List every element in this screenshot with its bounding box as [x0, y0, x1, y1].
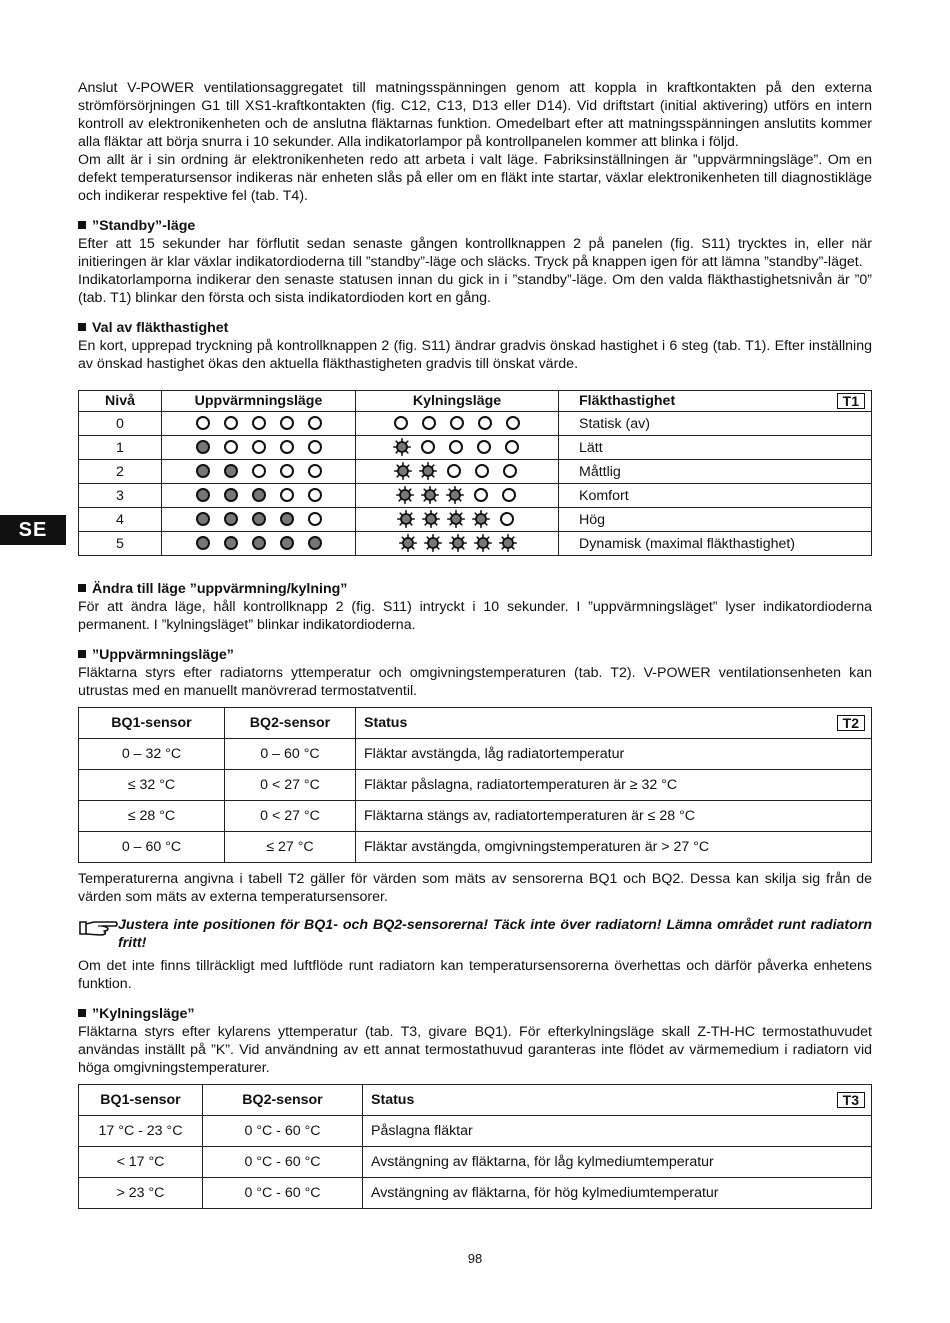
- led-on-icon: [196, 488, 210, 502]
- bullet-square-icon: [78, 221, 86, 229]
- led-off-icon: [475, 464, 489, 478]
- t1-level-cell: 2: [79, 460, 162, 484]
- t3-header-status: Status T3: [363, 1085, 872, 1116]
- t2-cell: 0 – 32 °C: [79, 739, 225, 770]
- standby-heading: ”Standby”-läge: [78, 217, 872, 235]
- t2-header-bq1: BQ1-sensor: [79, 708, 225, 739]
- led-blinking-icon: [394, 462, 412, 480]
- t3-header-bq2: BQ2-sensor: [203, 1085, 363, 1116]
- led-off-icon: [224, 416, 238, 430]
- table-tag: T3: [837, 1092, 865, 1108]
- t2-header-bq2: BQ2-sensor: [225, 708, 356, 739]
- table-row: [79, 412, 872, 436]
- led-off-icon: [478, 416, 492, 430]
- t1-speed-cell: Måttlig: [559, 460, 872, 484]
- heating-heading: ”Uppvärmningsläge”: [78, 646, 872, 664]
- table-tag: T2: [837, 715, 865, 731]
- led-blinking-icon: [424, 534, 442, 552]
- led-on-icon: [196, 536, 210, 550]
- led-off-icon: [308, 416, 322, 430]
- led-on-icon: [280, 512, 294, 526]
- table-row: [79, 739, 872, 770]
- t1-heating-indicators: [162, 436, 356, 460]
- t3-cell: < 17 °C: [79, 1147, 203, 1178]
- table-row: [79, 460, 872, 484]
- led-on-icon: [252, 512, 266, 526]
- t1-heating-indicators: [162, 484, 356, 508]
- led-off-icon: [280, 440, 294, 454]
- t1-level-cell: 1: [79, 436, 162, 460]
- table-tag: T1: [837, 393, 865, 409]
- led-off-icon: [505, 440, 519, 454]
- table-row: [79, 508, 872, 532]
- led-off-icon: [506, 416, 520, 430]
- heating-paragraph: Fläktarna styrs efter radiatorns yttemperatur och omgivningstemperaturen (tab. T2). V-POWER ventilationsenheten kan utrustas med en manuellt manövrerad termostatventil.: [78, 665, 872, 699]
- t3-cell: 17 °C - 23 °C: [79, 1116, 203, 1147]
- t3-cell: Påslagna fläktar: [363, 1116, 872, 1147]
- led-off-icon: [477, 440, 491, 454]
- led-off-icon: [500, 512, 514, 526]
- led-off-icon: [252, 440, 266, 454]
- led-blinking-icon: [422, 510, 440, 528]
- change-mode-heading: Ändra till läge ”uppvärmning/kylning”: [78, 580, 872, 598]
- t3-cell: Avstängning av fläktarna, för hög kylmediumtemperatur: [363, 1178, 872, 1209]
- led-blinking-icon: [472, 510, 490, 528]
- t1-header-speed: Fläkthastighet T1: [559, 391, 872, 412]
- led-off-icon: [503, 464, 517, 478]
- led-blinking-icon: [474, 534, 492, 552]
- t2-cell: Fläktarna stängs av, radiatortemperaturen är ≤ 28 °C: [356, 801, 872, 832]
- led-off-icon: [421, 440, 435, 454]
- t1-speed-cell: Hög: [559, 508, 872, 532]
- table-t3: [78, 1084, 872, 1209]
- led-on-icon: [224, 464, 238, 478]
- t2-cell: Fläktar avstängda, låg radiatortemperatur: [356, 739, 872, 770]
- led-off-icon: [308, 464, 322, 478]
- led-blinking-icon: [399, 534, 417, 552]
- led-on-icon: [252, 536, 266, 550]
- table-row: [79, 770, 872, 801]
- led-blinking-icon: [421, 486, 439, 504]
- led-off-icon: [280, 416, 294, 430]
- table-row: [79, 436, 872, 460]
- warning-follow-up: Om det inte finns tillräckligt med luftflöde runt radiatorn kan temperatursensorerna överhettas och därför påverka enhetens funktion.: [78, 958, 872, 992]
- led-off-icon: [394, 416, 408, 430]
- warning-text: Justera inte positionen för BQ1- och BQ2-sensorerna! Täck inte över radiatorn! Lämna området runt radiatorn fritt!: [118, 917, 872, 951]
- led-off-icon: [447, 464, 461, 478]
- led-on-icon: [224, 512, 238, 526]
- t1-cooling-indicators: [356, 532, 559, 556]
- table-row: [79, 484, 872, 508]
- led-off-icon: [196, 416, 210, 430]
- t2-cell: ≤ 32 °C: [79, 770, 225, 801]
- led-off-icon: [449, 440, 463, 454]
- led-on-icon: [196, 512, 210, 526]
- led-off-icon: [224, 440, 238, 454]
- t1-speed-cell: Dynamisk (maximal fläkthastighet): [559, 532, 872, 556]
- led-off-icon: [252, 416, 266, 430]
- table-t1: [78, 390, 872, 556]
- t1-header-level: Nivå: [79, 391, 162, 412]
- t1-heating-indicators: [162, 532, 356, 556]
- intro-paragraph-1: Anslut V-POWER ventilationsaggregatet till matningsspänningen genom att koppla in kraftkontakten på den externa strömförsörjningen G1 till XS1-kraftkontakten (fig. C12, C13, D13 eller D14). Vid driftstart (initial aktivering) utförs en intern kontroll av elektronikenheten och de anslutna fläktarnas funktion. Omedelbart efter att matningsspänningen anslutits kommer alla fläktar att börja snurra i 10 sekunder. Alla indikatorlampor på kontrollpanelen kommer att blinka i följd.: [78, 80, 872, 150]
- table-row: [79, 1116, 872, 1147]
- table-row: [79, 1178, 872, 1209]
- t2-cell: 0 < 27 °C: [225, 770, 356, 801]
- bullet-square-icon: [78, 650, 86, 658]
- t1-speed-cell: Lätt: [559, 436, 872, 460]
- cooling-paragraph: Fläktarna styrs efter kylarens yttemperatur (tab. T3, givare BQ1). För efterkylningsläge skall Z-TH-HC termostathuvudet användas inställt på ”K”. Vid användning av ett annat termostathuvud garanteras inte flödet av värmemedium i radiatorn vid höga omgivningstemperaturer.: [78, 1024, 872, 1076]
- t2-cell: Fläktar påslagna, radiatortemperaturen är ≥ 32 °C: [356, 770, 872, 801]
- led-on-icon: [280, 536, 294, 550]
- led-off-icon: [450, 416, 464, 430]
- standby-paragraph-1: Efter att 15 sekunder har förflutit sedan senaste gången kontrollknappen 2 på panelen (fig. S11) trycktes in, eller när initieringen är klar växlar indikatordioderna till ”standby”-läge och släcks. Tryck på knappen igen för att lämna ”standby”-läget.: [78, 236, 872, 270]
- table-t2: [78, 707, 872, 863]
- t3-header-bq1: BQ1-sensor: [79, 1085, 203, 1116]
- t1-level-cell: 0: [79, 412, 162, 436]
- led-blinking-icon: [447, 510, 465, 528]
- t1-cooling-indicators: [356, 436, 559, 460]
- t1-level-cell: 3: [79, 484, 162, 508]
- led-on-icon: [224, 536, 238, 550]
- t2-cell: 0 – 60 °C: [225, 739, 356, 770]
- intro-paragraph-2: Om allt är i sin ordning är elektronikenheten redo att arbeta i valt läge. Fabriksinställningen är ”uppvärmningsläge”. Om en defekt temperatursensor indikeras när enheten slås på eller om en fläkt inte startar, växlar elektronikenheten till diagnostikläge och indikerar respektive fel (tab. T4).: [78, 152, 872, 204]
- led-blinking-icon: [499, 534, 517, 552]
- led-off-icon: [502, 488, 516, 502]
- led-on-icon: [252, 488, 266, 502]
- t3-cell: 0 °C - 60 °C: [203, 1116, 363, 1147]
- led-off-icon: [474, 488, 488, 502]
- t1-heating-indicators: [162, 460, 356, 484]
- t2-cell: ≤ 28 °C: [79, 801, 225, 832]
- cooling-heading: ”Kylningsläge”: [78, 1005, 872, 1023]
- led-off-icon: [252, 464, 266, 478]
- bullet-square-icon: [78, 1009, 86, 1017]
- led-blinking-icon: [449, 534, 467, 552]
- led-off-icon: [280, 464, 294, 478]
- led-on-icon: [196, 440, 210, 454]
- bullet-square-icon: [78, 323, 86, 331]
- warning-note: [78, 916, 872, 952]
- led-off-icon: [308, 512, 322, 526]
- led-off-icon: [308, 488, 322, 502]
- t3-cell: Avstängning av fläktarna, för låg kylmediumtemperatur: [363, 1147, 872, 1178]
- t1-speed-cell: Statisk (av): [559, 412, 872, 436]
- t2-note: Temperaturerna angivna i tabell T2 gäller för värden som mäts av sensorerna BQ1 och BQ2. Dessa kan skilja sig från de värden som mäts av externa temperatursensorer.: [78, 871, 872, 905]
- led-off-icon: [422, 416, 436, 430]
- led-blinking-icon: [396, 486, 414, 504]
- t1-cooling-indicators: [356, 412, 559, 436]
- led-on-icon: [196, 464, 210, 478]
- t1-level-cell: 5: [79, 532, 162, 556]
- bullet-square-icon: [78, 584, 86, 592]
- led-off-icon: [280, 488, 294, 502]
- led-on-icon: [308, 536, 322, 550]
- page-number: 98: [467, 1251, 483, 1266]
- led-blinking-icon: [446, 486, 464, 504]
- table-row: [79, 801, 872, 832]
- led-blinking-icon: [397, 510, 415, 528]
- t1-heating-indicators: [162, 508, 356, 532]
- fan-speed-heading: Val av fläkthastighet: [78, 319, 872, 337]
- t2-cell: ≤ 27 °C: [225, 832, 356, 863]
- t1-cooling-indicators: [356, 508, 559, 532]
- page-content: [78, 79, 872, 1209]
- table-row: [79, 532, 872, 556]
- t1-header-cooling: Kylningsläge: [356, 391, 559, 412]
- t1-heating-indicators: [162, 412, 356, 436]
- t2-header-status: Status T2: [356, 708, 872, 739]
- pointing-hand-icon: [78, 918, 118, 943]
- table-row: [79, 832, 872, 863]
- language-tab: SE: [0, 515, 66, 545]
- t1-speed-cell: Komfort: [559, 484, 872, 508]
- t3-cell: > 23 °C: [79, 1178, 203, 1209]
- t3-cell: 0 °C - 60 °C: [203, 1178, 363, 1209]
- t2-cell: 0 – 60 °C: [79, 832, 225, 863]
- t1-header-heating: Uppvärmningsläge: [162, 391, 356, 412]
- led-blinking-icon: [393, 438, 411, 456]
- t2-cell: Fläktar avstängda, omgivningstemperaturen är > 27 °C: [356, 832, 872, 863]
- t1-cooling-indicators: [356, 460, 559, 484]
- t1-cooling-indicators: [356, 484, 559, 508]
- table-row: [79, 1147, 872, 1178]
- standby-paragraph-2: Indikatorlamporna indikerar den senaste statusen innan du gick in i ”standby”-läge. Om den valda fläkthastighetsnivån är ”0” (tab. T1) blinkar den första och sista indikatordioden kort en gång.: [78, 272, 872, 306]
- change-mode-paragraph: För att ändra läge, håll kontrollknapp 2 (fig. S11) intryckt i 10 sekunder. I ”uppvärmningsläget” lyser indikatordioderna permanent. I ”kylningsläget” blinkar indikatordioderna.: [78, 599, 872, 633]
- led-off-icon: [308, 440, 322, 454]
- led-on-icon: [224, 488, 238, 502]
- t3-cell: 0 °C - 60 °C: [203, 1147, 363, 1178]
- led-blinking-icon: [419, 462, 437, 480]
- t2-cell: 0 < 27 °C: [225, 801, 356, 832]
- fan-speed-paragraph: En kort, upprepad tryckning på kontrollknappen 2 (fig. S11) ändrar gradvis önskad hastighet i 6 steg (tab. T1). Efter inställning av önskad hastighet ökas den aktuella fläkthastigheten gradvis till önskat värde.: [78, 338, 872, 372]
- t1-level-cell: 4: [79, 508, 162, 532]
